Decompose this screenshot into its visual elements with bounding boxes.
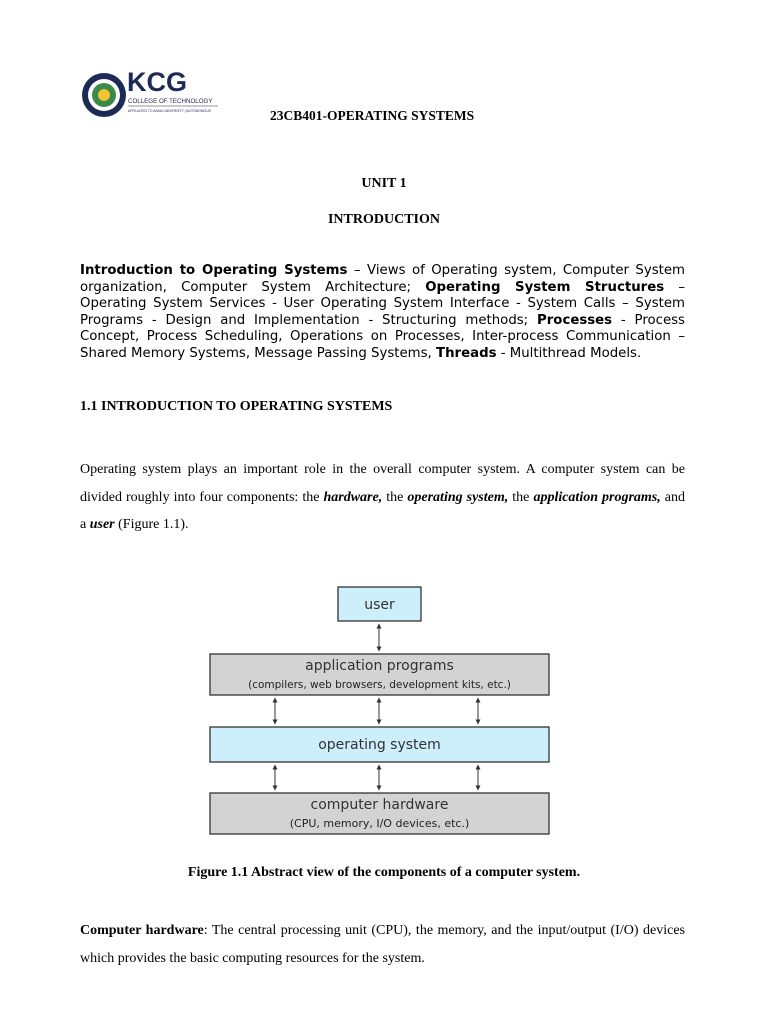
- hw-subtitle: (CPU, memory, I/O devices, etc.): [289, 817, 470, 830]
- text-run: Operating system plays an important role in the overall computer system. A computer system can be divided roughly into four components: the: [80, 462, 685, 505]
- os-label: operating system: [318, 737, 441, 753]
- figure-caption: Figure 1.1 Abstract view of the components of a computer system.: [187, 865, 581, 880]
- term: Computer hardware: [80, 923, 204, 938]
- syllabus-text: – Operating System Services - User Operating System Interface - System Calls – System Programs - Design and Implementation - Structuring methods;: [80, 279, 685, 328]
- app-title: application programs: [305, 658, 454, 674]
- text-run: the: [508, 489, 534, 505]
- emphasis: operating system,: [407, 489, 509, 505]
- emphasis: application programs,: [533, 489, 661, 505]
- hw-title: computer hardware: [310, 797, 449, 813]
- emphasis: hardware,: [323, 489, 383, 505]
- syllabus-text: - Multithread Models.: [496, 345, 642, 361]
- text-run: the: [382, 489, 408, 505]
- intro-paragraph: [80, 456, 685, 539]
- logo-text: KCG: [127, 67, 187, 97]
- logo-tagline: AFFILIATED TO ANNA UNIVERSITY | AUTONOMOUS: [128, 109, 211, 113]
- syllabus-topic: Processes: [537, 312, 613, 328]
- course-code: 23CB401-OPERATING SYSTEMS: [270, 108, 475, 123]
- text-run: : The central processing unit (CPU), the memory, and the input/output (I/O) devices which provides the basic computing resources for the system.: [80, 923, 685, 966]
- emphasis: user: [89, 517, 115, 532]
- syllabus-text: - Process Concept, Process Scheduling, Operations on Processes, Inter-process Communication – Shared Memory Systems, Message Passing Systems,: [80, 312, 685, 361]
- hardware-paragraph: [80, 917, 685, 972]
- syllabus-topic: Operating System Structures: [425, 279, 665, 295]
- kcg-logo: [80, 66, 220, 122]
- user-label: user: [364, 597, 395, 613]
- syllabus-topic: Introduction to Operating Systems: [80, 263, 348, 278]
- syllabus-paragraph: [80, 263, 685, 363]
- unit-heading: UNIT 1: [361, 176, 407, 191]
- text-run: (Figure 1.1).: [114, 517, 189, 532]
- syllabus-topic: Threads: [436, 345, 497, 361]
- text-run: and a: [80, 489, 686, 532]
- logo-subtitle: COLLEGE OF TECHNOLOGY: [128, 98, 213, 105]
- chapter-heading: INTRODUCTION: [327, 212, 440, 227]
- syllabus-text: – Views of Operating system, Computer System organization, Computer System Architecture;: [80, 263, 686, 295]
- computer-system-diagram: [205, 582, 555, 840]
- app-subtitle: (compilers, web browsers, development kits, etc.): [248, 679, 511, 691]
- section-heading: 1.1 INTRODUCTION TO OPERATING SYSTEMS: [80, 399, 393, 414]
